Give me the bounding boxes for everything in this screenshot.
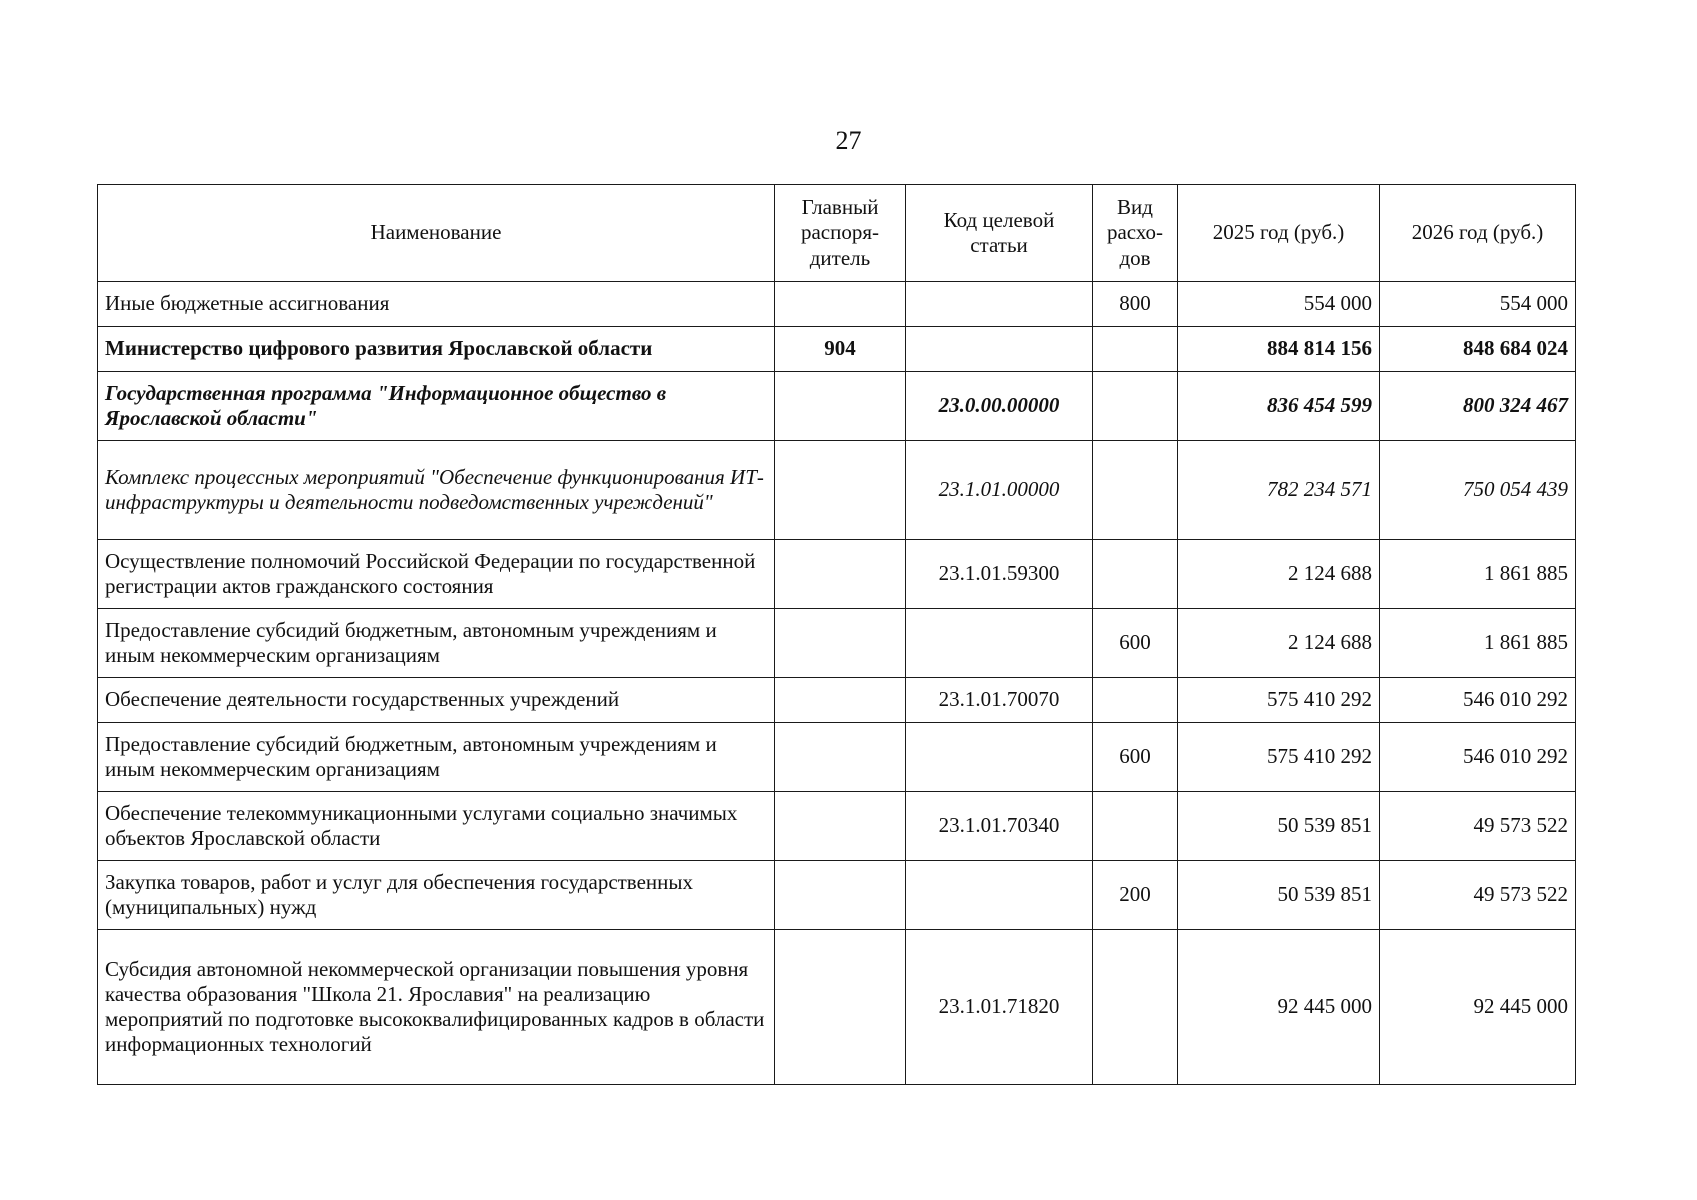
page-number: 27 [835,126,862,155]
row-manager [775,609,906,678]
row-code [906,609,1093,678]
row-name: Обеспечение деятельности государственных учреждений [98,678,775,723]
row-2026: 49 573 522 [1380,792,1576,861]
row-2025: 554 000 [1178,282,1380,327]
table-row [98,792,1576,861]
row-2026: 49 573 522 [1380,861,1576,930]
row-manager [775,723,906,792]
row-manager [775,441,906,540]
row-manager [775,792,906,861]
header-expense-type: Вид расхо-дов [1093,185,1178,282]
row-2025: 2 124 688 [1178,609,1380,678]
table-row [98,327,1576,372]
row-code [906,723,1093,792]
row-name: Обеспечение телекоммуникационными услугами социально значимых объектов Ярославской области [98,792,775,861]
row-2026: 1 861 885 [1380,540,1576,609]
row-2026: 546 010 292 [1380,678,1576,723]
row-manager [775,930,906,1085]
row-2026: 800 324 467 [1380,372,1576,441]
row-2026: 848 684 024 [1380,327,1576,372]
header-2025: 2025 год (руб.) [1178,185,1380,282]
row-2025: 575 410 292 [1178,678,1380,723]
row-expense-type [1093,372,1178,441]
row-2025: 2 124 688 [1178,540,1380,609]
table-row [98,861,1576,930]
row-code: 23.1.01.59300 [906,540,1093,609]
row-2026: 1 861 885 [1380,609,1576,678]
row-name: Закупка товаров, работ и услуг для обеспечения государственных (муниципальных) нужд [98,861,775,930]
row-name: Осуществление полномочий Российской Федерации по государственной регистрации актов гражданского состояния [98,540,775,609]
table-header-row [98,185,1576,282]
table-row [98,930,1576,1085]
row-code [906,861,1093,930]
row-2026: 546 010 292 [1380,723,1576,792]
row-name: Министерство цифрового развития Ярославской области [98,327,775,372]
row-2026: 554 000 [1380,282,1576,327]
table-row [98,609,1576,678]
row-name: Государственная программа "Информационное общество в Ярославской области" [98,372,775,441]
row-code: 23.1.01.70340 [906,792,1093,861]
row-2025: 836 454 599 [1178,372,1380,441]
row-2026: 750 054 439 [1380,441,1576,540]
row-manager [775,861,906,930]
row-manager: 904 [775,327,906,372]
row-expense-type: 600 [1093,723,1178,792]
row-manager [775,372,906,441]
row-2025: 884 814 156 [1178,327,1380,372]
row-code: 23.1.01.71820 [906,930,1093,1085]
row-expense-type [1093,540,1178,609]
row-2025: 50 539 851 [1178,792,1380,861]
row-2026: 92 445 000 [1380,930,1576,1085]
row-code: 23.0.00.00000 [906,372,1093,441]
row-name: Комплекс процессных мероприятий "Обеспечение функционирования ИТ-инфраструктуры и деятельности подведомственных учреждений" [98,441,775,540]
row-2025: 782 234 571 [1178,441,1380,540]
table-row [98,441,1576,540]
table-row [98,372,1576,441]
row-2025: 92 445 000 [1178,930,1380,1085]
row-expense-type [1093,792,1178,861]
row-code [906,282,1093,327]
budget-table [97,184,1576,1085]
row-code: 23.1.01.70070 [906,678,1093,723]
row-manager [775,678,906,723]
table-row [98,282,1576,327]
header-manager: Главный распоря-дитель [775,185,906,282]
row-manager [775,282,906,327]
row-expense-type [1093,678,1178,723]
row-expense-type [1093,327,1178,372]
table-row [98,723,1576,792]
row-code: 23.1.01.00000 [906,441,1093,540]
row-name: Предоставление субсидий бюджетным, автономным учреждениям и иным некоммерческим организациям [98,723,775,792]
table-row [98,678,1576,723]
header-2026: 2026 год (руб.) [1380,185,1576,282]
row-expense-type [1093,930,1178,1085]
row-manager [775,540,906,609]
row-expense-type: 200 [1093,861,1178,930]
row-expense-type: 800 [1093,282,1178,327]
row-name: Иные бюджетные ассигнования [98,282,775,327]
row-2025: 50 539 851 [1178,861,1380,930]
row-expense-type [1093,441,1178,540]
table-row [98,540,1576,609]
header-name: Наименование [98,185,775,282]
row-name: Предоставление субсидий бюджетным, автономным учреждениям и иным некоммерческим организациям [98,609,775,678]
header-code: Код целевой статьи [906,185,1093,282]
row-name: Субсидия автономной некоммерческой организации повышения уровня качества образования "Школа 21. Ярославия" на реализацию мероприятий по подготовке высококвалифицированных кадров в области информационных технологий [98,930,775,1085]
row-code [906,327,1093,372]
row-2025: 575 410 292 [1178,723,1380,792]
row-expense-type: 600 [1093,609,1178,678]
